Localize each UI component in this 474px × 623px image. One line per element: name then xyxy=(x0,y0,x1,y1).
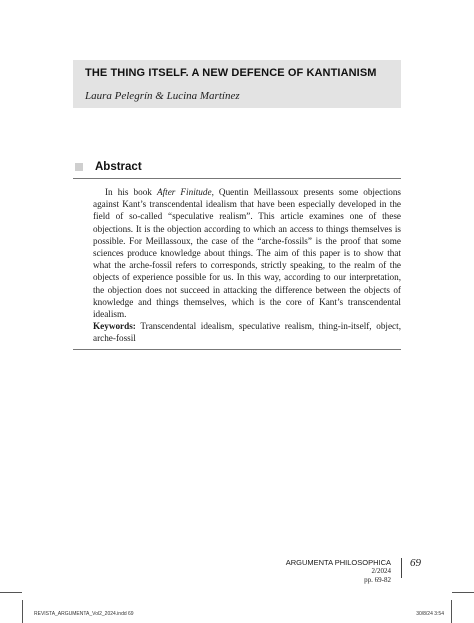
title-box xyxy=(73,60,401,108)
footer-rule xyxy=(401,558,402,578)
crop-mark xyxy=(22,600,23,623)
keywords-label: Keywords: xyxy=(93,321,136,331)
print-slug-date: 30/8/24 3:54 xyxy=(416,611,444,617)
abstract-heading: Abstract xyxy=(95,161,142,173)
keywords-text: Transcendental idealism, speculative realism, thing-in-itself, object, arche-fossil xyxy=(93,321,401,344)
article-title: THE THING ITSELF. A NEW DEFENCE OF KANTIANISM xyxy=(85,67,377,79)
abstract-text-start: In his book xyxy=(105,187,157,197)
journal-issue: 2/2024 xyxy=(371,567,391,575)
crop-mark xyxy=(451,600,452,623)
keywords-rule xyxy=(73,349,401,350)
book-title: After Finitude xyxy=(156,187,212,197)
journal-name: ARGUMENTA PHILOSOPHICA xyxy=(285,558,391,567)
section-bullet-icon xyxy=(75,163,83,171)
page-number: 69 xyxy=(410,557,421,569)
print-slug-file: REVISTA_ARGUMENTA_Vol2_2024.indd 69 xyxy=(34,611,134,617)
crop-mark xyxy=(0,592,22,593)
journal-info xyxy=(286,558,391,585)
abstract-text-rest: , Quentin Meillassoux presents some objections against Kant’s transcendental idealism that have been especially developed in the field of so-called “speculative realism”. This article examines one of these objections. It is the objection according to which an access to things themselves is possible. For Meillassoux, the case of the “arche-fossils” is the proof that some sciences produce knowledge about things. The aim of this paper is to show that what the arche-fossil refers to corresponds, strictly speaking, to the realm of the objects of experience possible for us. In this way, according to our interpretation, the objection does not succeed in attacking the difference between the objects of knowledge and things themselves, which is the core of Kant’s transcendental idealism. xyxy=(93,187,402,320)
article-authors: Laura Pelegrín & Lucina Martínez xyxy=(85,90,240,102)
crop-mark xyxy=(452,592,474,593)
abstract-rule xyxy=(73,178,401,179)
keywords xyxy=(93,320,401,344)
journal-pages: pp. 69-82 xyxy=(364,576,391,584)
abstract-body xyxy=(93,186,401,320)
